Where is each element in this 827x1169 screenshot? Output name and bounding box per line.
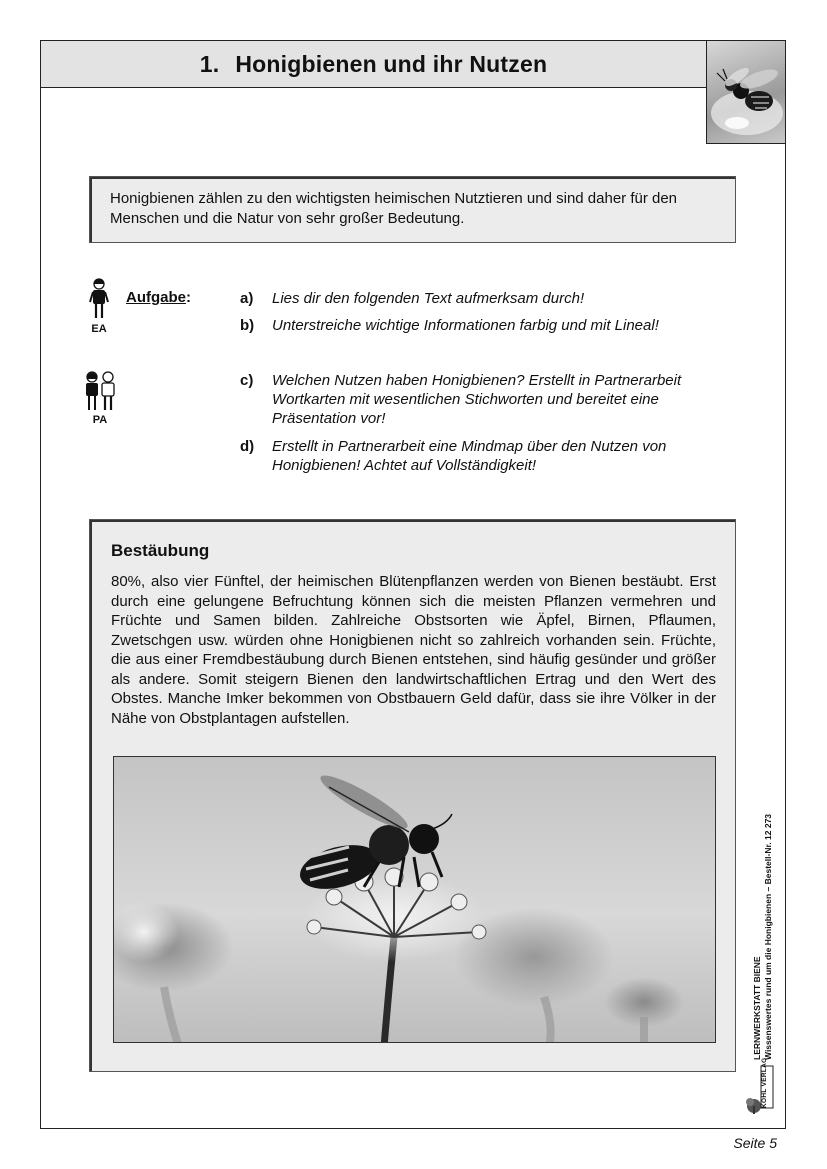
individual-work-icon [79, 278, 119, 335]
section-body-text: 80%, also vier Fünftel, der heimischen Blütenpflanzen werden von Bienen bestäubt. Erst durch eine gelungene Befruchtung können sich die meisten Pflanzen vermehren und Früchte und Samen bilden. Zahlreiche Obstsorten wie Äpfel, Birnen, Pflaumen, Zwetschgen usw. würden ohne Honigbienen nicht so zahlreich vorhanden sein. Früchte, die aus einer Fremdbestäubung durch Bienen entstehen, sind häufig gesünder und größer als andere. Somit steigern Bienen den landwirtschaftlichen Ertrag und den Wert des Obstes. Manche Imker bekommen von Obstbauern Geld dafür, dass sie ihre Völker in der Nähe von Obstplantagen aufstellen. [111, 573, 716, 727]
bee-thumbnail-image [706, 40, 786, 144]
task-item: c) Welchen Nutzen haben Honigbienen? Erstellt in Partnerarbeit Wortkarten mit wesentlichen Stichworten und bereitet eine Präsentation vor! [240, 372, 682, 427]
intro-box [89, 176, 736, 243]
publisher-name: KOHL VERLAG [761, 1057, 768, 1108]
publisher-logo [744, 1057, 778, 1116]
bee-on-flower-photo [113, 756, 716, 1043]
page-number: Seite 5 [733, 1135, 777, 1151]
two-children-figure-icon [82, 370, 118, 414]
ea-label: EA [91, 323, 107, 335]
intro-text: Honigbienen zählen zu den wichtigsten heimischen Nutztieren und sind daher für den Menschen und die Natur von sehr großer Bedeutung. [110, 190, 678, 227]
child-figure-icon [88, 278, 110, 322]
sidebar-imprint [752, 740, 782, 1060]
page-title: 1. Honigbienen und ihr Nutzen [199, 50, 548, 77]
pa-label: PA [92, 414, 108, 426]
section-heading: Bestäubung [111, 541, 210, 560]
title-bar [40, 40, 707, 88]
task-item: d) Erstellt in Partnerarbeit eine Mindmap über den Nutzen von Honigbienen! Achtet auf Vollständigkeit! [240, 438, 667, 474]
sidebar-text: LERNWERKSTATT BIENE Wissenswertes rund um die Honigbienen – Bestell-Nr. 12 273 [752, 813, 773, 1060]
task-item: b) Unterstreiche wichtige Informationen farbig und mit Lineal! [240, 317, 659, 334]
task-label: Aufgabe: [126, 289, 191, 306]
task-item: a) Lies dir den folgenden Text aufmerksam durch! [240, 290, 585, 307]
partner-work-icon [80, 370, 120, 426]
